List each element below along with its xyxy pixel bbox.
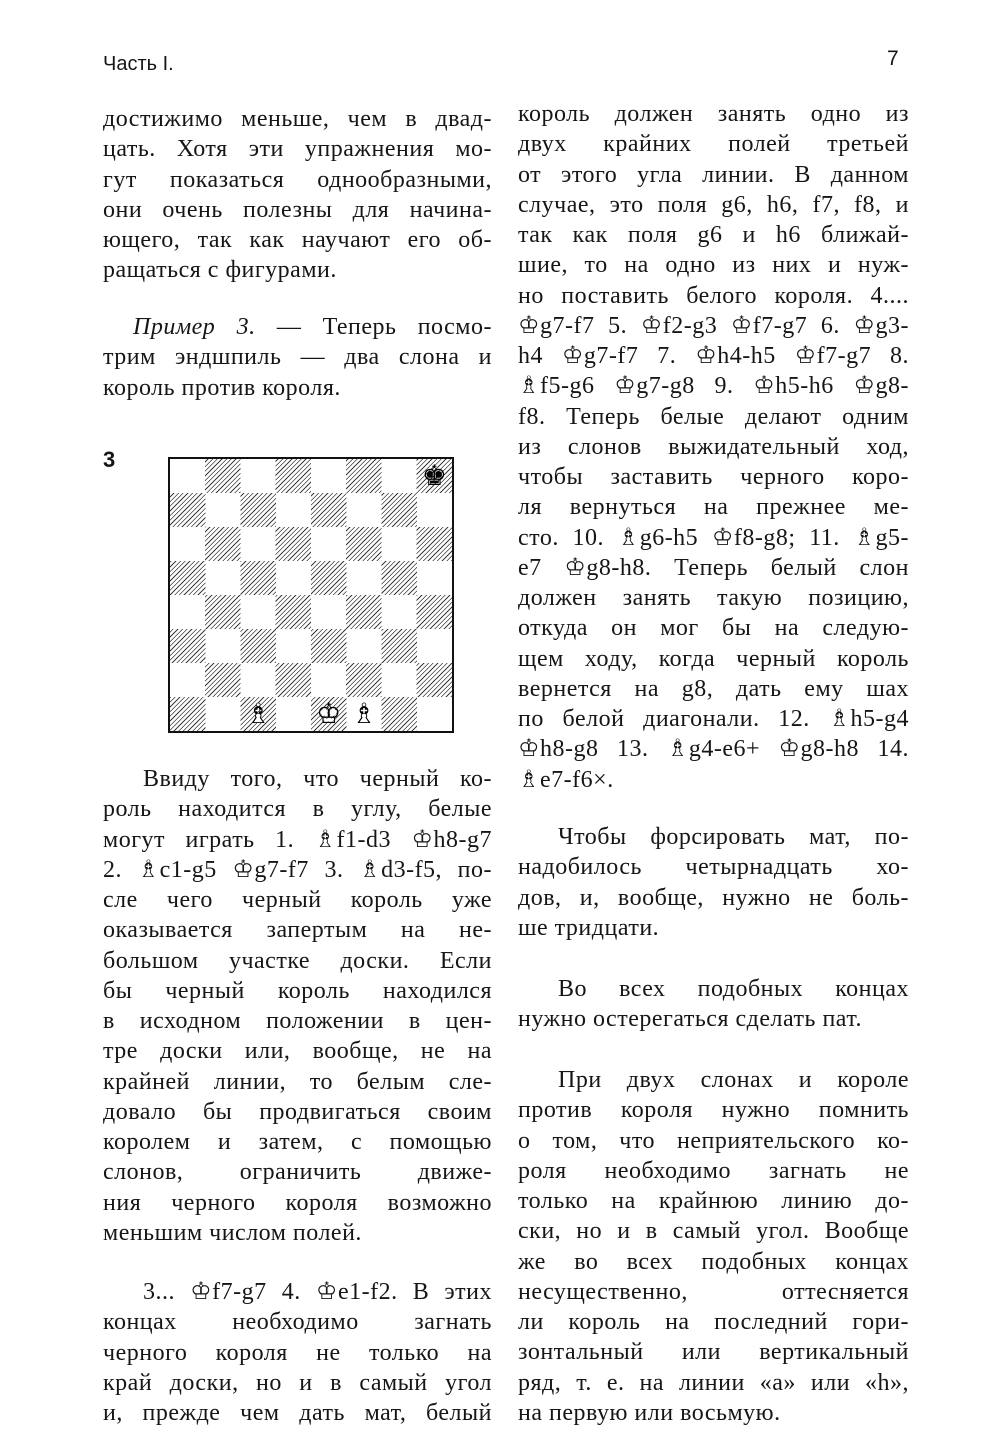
chessboard	[168, 457, 454, 733]
text-line: Чтобы форсировать мат, по-	[558, 824, 909, 850]
text-line: в исходном положении в цен-	[103, 1008, 492, 1034]
example-label: Пример 3.	[133, 314, 256, 340]
text-line: крайней линии, то белым сле-	[103, 1068, 492, 1095]
text-line: двух крайних полей третьей	[518, 131, 909, 158]
text-line: от этого угла линии. В данном	[518, 161, 909, 188]
paragraph	[518, 1065, 909, 1428]
text-line: ♗f5-g6 ♔g7-g8 9. ♔h5-h6 ♔g8-	[518, 373, 909, 400]
text-line: ♔h8-g8 13. ♗g4-e6+ ♔g8-h8 14.	[518, 736, 909, 763]
text-line: щем ходу, когда черный король	[518, 645, 909, 672]
text-line: При двух слонах и короле	[558, 1067, 909, 1093]
text-line: и, прежде чем дать мат, белый	[103, 1400, 492, 1426]
black-king-icon: ♚	[421, 459, 447, 492]
text-line: дов, и, вообще, нужно не боль-	[518, 884, 909, 911]
text-line: чтобы заставить черного коро-	[518, 464, 909, 490]
text-line: оказывается запертым на не-	[103, 917, 492, 944]
text-line: случае, это поля g6, h6, f7, f8, и	[518, 191, 909, 218]
text-line: меньшим числом полей.	[103, 1219, 362, 1246]
paragraph	[518, 822, 909, 943]
text-line: из слонов выжидательный ход,	[518, 433, 909, 460]
text-line: концах необходимо загнать	[103, 1309, 492, 1336]
white-bishop-icon: ♝ ♗	[346, 697, 381, 731]
text-line: 3... ♔f7-g7 4. ♔e1-f2. В этих	[143, 1279, 492, 1305]
text-line: большом участке доски. Если	[103, 947, 492, 974]
text-line: ше тридцати.	[518, 914, 660, 941]
text-line: трим эндшпиль — два слона и	[103, 344, 492, 371]
text-line: король должен занять одно из	[518, 101, 909, 127]
text-line: ли король на последний гори-	[518, 1309, 909, 1335]
text-line: ♗e7-f6×.	[518, 766, 614, 793]
text-line: откуда он мог бы на следую-	[518, 615, 909, 642]
paragraph	[103, 764, 492, 1248]
text-line: шие, то на одно из них и нуж-	[518, 252, 909, 279]
text-line: ющего, так как научают его об-	[103, 227, 492, 253]
text-line: тре доски или, вообще, не на	[103, 1038, 492, 1065]
text-line: ♔g7-f7 5. ♔f2-g3 ♔f7-g7 6. ♔g3-	[518, 312, 909, 339]
text-line: Во всех подобных концах	[558, 976, 909, 1002]
text-line: ля вернуться на прежнее ме-	[518, 494, 909, 521]
text-run: — Теперь посмо-	[276, 314, 492, 340]
text-line: король против короля.	[103, 374, 341, 401]
text-line: должен занять такую позицию,	[518, 585, 909, 611]
text-line: Ввиду того, что черный ко-	[143, 766, 492, 792]
white-bishop-icon: ♝ ♗	[241, 697, 276, 731]
text-line: черного короля не только на	[103, 1339, 492, 1366]
paragraph	[518, 974, 909, 1035]
paragraph	[518, 99, 909, 795]
text-line: бы черный король находился	[103, 977, 492, 1004]
text-line: королем и затем, с помощью	[103, 1129, 492, 1155]
diagram-number: 3	[103, 447, 116, 472]
text-line: они очень полезны для начина-	[103, 196, 492, 223]
text-line: по белой диагонали. 12. ♗h5-g4	[518, 706, 909, 732]
text-line: о том, что неприятельского ко-	[518, 1127, 909, 1154]
running-head: Часть I.	[103, 53, 174, 75]
text-line: достижимо меньше, чем в двад-	[103, 106, 492, 132]
text-line: h4 ♔g7-f7 7. ♔h4-h5 ♔f7-g7 8.	[518, 343, 909, 369]
text-line: так как поля g6 и h6 ближай-	[518, 222, 909, 248]
text-line: цать. Хотя эти упражнения мо-	[103, 136, 492, 163]
text-line: зонтальный или вертикальный	[518, 1339, 909, 1366]
text-line: но поставить белого короля. 4....	[518, 282, 909, 309]
text-line: ращаться с фигурами.	[103, 257, 337, 284]
text-line: на первую или восьмую.	[518, 1399, 781, 1426]
text-line: несущественно, оттесняется	[518, 1278, 909, 1305]
text-line: гут показаться однообразными,	[103, 166, 492, 193]
text-line: против короля нужно помнить	[518, 1097, 909, 1124]
text-line: f8. Теперь белые делают одним	[518, 403, 909, 430]
text-line	[103, 312, 492, 342]
text-line: вернется на g8, дать ему шах	[518, 675, 909, 702]
text-line: надобилось четырнадцать хо-	[518, 854, 909, 881]
text-line: же во всех подобных концах	[518, 1248, 909, 1275]
text-line: e7 ♔g8-h8. Теперь белый слон	[518, 554, 909, 581]
text-line: роль находится в углу, белые	[103, 796, 492, 823]
text-line: довало бы продвигаться своим	[103, 1098, 492, 1125]
page-number: 7	[887, 47, 899, 70]
text-line: слонов, ограничить движе-	[103, 1159, 492, 1186]
text-line: ряд, т. е. на линии «а» или «h»,	[518, 1369, 909, 1396]
text-line: только на крайнюю линию до-	[518, 1188, 909, 1214]
paragraph	[103, 104, 492, 286]
paragraph	[103, 312, 492, 403]
text-line: сто. 10. ♗g6-h5 ♔f8-g8; 11. ♗g5-	[518, 524, 909, 551]
text-line: ния черного короля возможно	[103, 1189, 492, 1216]
text-line: 2. ♗c1-g5 ♔g7-f7 3. ♗d3-f5, по-	[103, 856, 492, 883]
text-line: роля необходимо загнать не	[518, 1157, 909, 1184]
paragraph	[103, 1277, 492, 1428]
text-line: нужно остерегаться сделать пат.	[518, 1006, 863, 1033]
text-line: ски, но и в самый угол. Вообще	[518, 1218, 909, 1245]
text-line: могут играть 1. ♗f1-d3 ♔h8-g7	[103, 826, 492, 853]
text-line: сле чего черный король уже	[103, 887, 492, 913]
text-line: край доски, но и в самый угол	[103, 1369, 492, 1396]
white-king-icon: ♚ ♔	[311, 697, 346, 731]
